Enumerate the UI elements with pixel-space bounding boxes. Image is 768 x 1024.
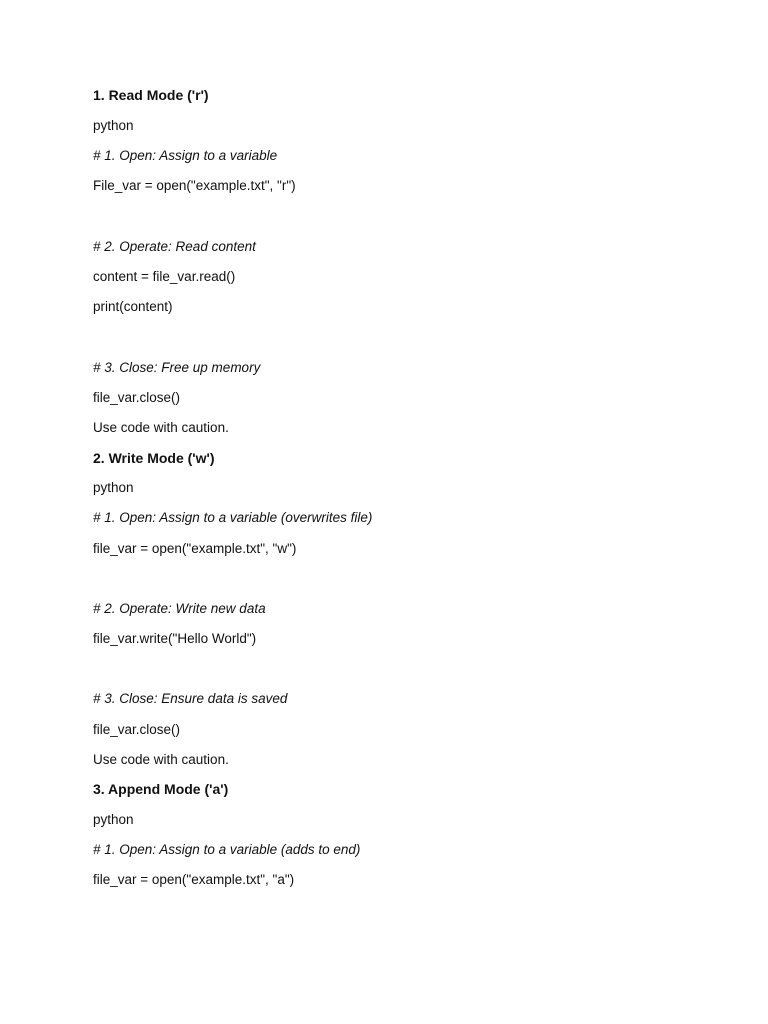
- code-line-open: file_var = open("example.txt", "w"): [93, 541, 297, 556]
- code-line-print: print(content): [93, 299, 173, 314]
- caution-note: Use code with caution.: [93, 752, 229, 767]
- code-comment-open: # 1. Open: Assign to a variable (adds to end): [93, 842, 361, 857]
- code-comment-operate: # 2. Operate: Write new data: [93, 601, 266, 616]
- code-comment-open: # 1. Open: Assign to a variable (overwrites file): [93, 510, 373, 525]
- section-heading-read-mode: 1. Read Mode ('r'): [93, 87, 209, 103]
- code-comment-close: # 3. Close: Ensure data is saved: [93, 691, 288, 706]
- code-line-close: file_var.close(): [93, 390, 181, 405]
- code-comment-open: # 1. Open: Assign to a variable: [93, 148, 278, 163]
- code-line-read: content = file_var.read(): [93, 269, 236, 284]
- code-language-label: python: [93, 480, 134, 495]
- code-line-write: file_var.write("Hello World"): [93, 631, 257, 646]
- caution-note: Use code with caution.: [93, 420, 229, 435]
- code-line-open: file_var = open("example.txt", "a"): [93, 872, 295, 887]
- code-comment-close: # 3. Close: Free up memory: [93, 360, 261, 375]
- code-line-open: File_var = open("example.txt", "r"): [93, 178, 296, 193]
- section-heading-append-mode: 3. Append Mode ('a'): [93, 781, 229, 797]
- code-line-close: file_var.close(): [93, 722, 181, 737]
- code-language-label: python: [93, 118, 134, 133]
- section-heading-write-mode: 2. Write Mode ('w'): [93, 450, 215, 466]
- code-language-label: python: [93, 812, 134, 827]
- code-comment-operate: # 2. Operate: Read content: [93, 239, 256, 254]
